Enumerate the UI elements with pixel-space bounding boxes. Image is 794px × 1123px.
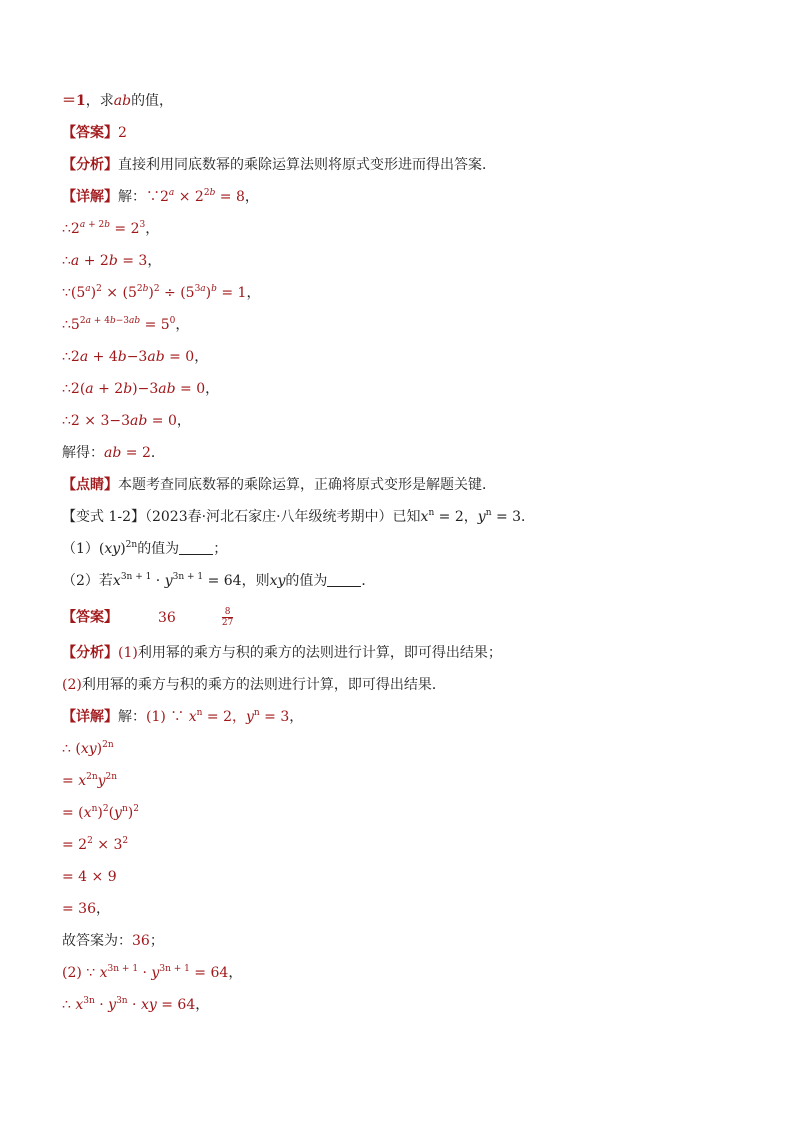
text-line-l27: 故答案为：36； — [62, 933, 164, 949]
text-line-l05: $\therefore 2^{a + 2b} = 2^3$， — [62, 220, 160, 237]
text-line-l21: ∴ (xy)$^{2n}$ — [62, 740, 114, 757]
text-line-l17: 【答案】 36 $\frac{8}{27}$ — [62, 607, 234, 628]
text-line-l12: 解得：ab = 2． — [62, 445, 165, 461]
text-line-l25: = 4 × 9 — [62, 869, 117, 885]
text-line-l29: ∴ $x^{3n} \cdot y^{3n}$ · xy = 64， — [62, 996, 210, 1013]
text-line-l09: ∴2a + 4b−3ab = 0， — [62, 349, 209, 365]
text-line-l19: (2)利用幂的乘方与积的乘方的法则进行计算，即可得出结果． — [62, 677, 446, 693]
text-line-l03: 【分析】直接利用同底数幂的乘除运算法则将原式变形进而得出答案． — [62, 157, 496, 173]
text-line-l18: 【分析】(1)利用幂的乘方与积的乘方的法则进行计算，即可得出结果； — [62, 645, 502, 661]
text-line-l13: 【点睛】本题考查同底数幂的乘除运算，正确将原式变形是解题关键． — [62, 477, 496, 493]
text-line-l10: ∴2(a + 2b)−3ab = 0， — [62, 381, 220, 397]
text-line-l04: 【详解】解：$\because 2^a \times 2^{2b} = 8$， — [62, 188, 259, 205]
text-line-l22: = $x^{2n}y^{2n}$ — [62, 772, 118, 789]
text-line-l15: （1）(xy)$^{2n}$的值为 ； — [62, 540, 228, 557]
text-line-l26: = 36， — [62, 901, 110, 917]
text-line-l02: 【答案】2 — [62, 125, 127, 141]
text-line-l24: = $2^2 \times 3^2$ — [62, 836, 129, 853]
text-line-l11: ∴2 × 3−3ab = 0， — [62, 413, 191, 429]
text-line-l28: (2) ∵ $x^{3n + 1} \cdot y^{3n + 1} = 64$， — [62, 964, 243, 981]
text-line-l07: $\because(5^a)^2 \times (5^{2b})^2 \div (5^{3a})^b = 1$， — [62, 284, 261, 301]
text-line-l08: $\therefore 5^{2a + 4b-3ab} = 5^0$， — [62, 316, 190, 333]
text-line-l16: （2）若$x^{3n + 1} \cdot y^{3n + 1} = 64$，则xy的值为 ． — [62, 572, 376, 589]
text-line-l20: 【详解】解：(1) ∵ $x^n = 2$，$y^n = 3$， — [62, 708, 304, 725]
text-line-l06: ∴a + 2b = 3， — [62, 253, 162, 269]
text-line-l23: = $(x^n)^2(y^n)^2$ — [62, 804, 139, 821]
text-line-l14: 【变式 1-2】（2023春·河北石家庄·八年级统考期中）已知$x^n = 2$，$y^n = 3$． — [62, 508, 536, 525]
text-line-l01: ＝1，求ab的值， — [62, 93, 174, 109]
